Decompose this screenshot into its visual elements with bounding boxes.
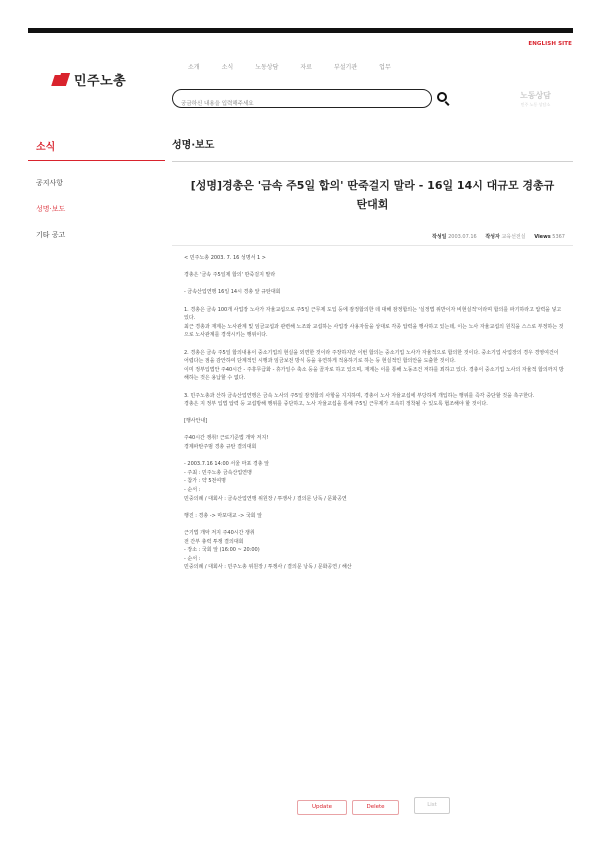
- body-paragraph: 1. 경총은 금속 100개 사업장 노사가 자율교섭으로 주5일 근무제 도입 등에 잠정합의한 데 대해 잠정합의는 '실정법 위반이자 비현실적'이라며 합의를 파기하라고 압력을 넣고 있다.: [184, 306, 562, 322]
- meta-date-label: 작성일: [432, 234, 447, 240]
- update-button[interactable]: Update: [297, 800, 347, 815]
- body-paragraph: 민중의례 / 대회사 : 금속산업연맹 위원장 / 투쟁사 / 결의문 낭독 / 문화공연: [184, 495, 347, 502]
- sidebar-item-statements[interactable]: 성명·보도: [36, 205, 66, 213]
- article-body: [184, 254, 564, 572]
- search-box: [172, 89, 432, 108]
- english-site-link[interactable]: ENGLISH SITE: [528, 41, 572, 47]
- top-bar: [28, 28, 573, 33]
- body-paragraph: - 주최 : 민주노총 금속산업연맹: [184, 469, 252, 476]
- meta-views-label: Views: [534, 234, 551, 240]
- body-paragraph: [행사안내]: [184, 418, 208, 425]
- delete-button[interactable]: Delete: [352, 800, 399, 815]
- body-paragraph: - 순서 :: [184, 487, 201, 494]
- sidebar-title: 소식: [36, 142, 56, 153]
- sidebar-item-other-notices[interactable]: 기타 공고: [36, 231, 66, 239]
- logo-text: 민주노총: [74, 74, 127, 89]
- logo[interactable]: [53, 70, 126, 89]
- nav-item-counsel[interactable]: 노동상담: [255, 64, 279, 71]
- body-paragraph: - 장소 : 국회 앞 (16:00 ~ 20:00): [184, 547, 260, 554]
- body-paragraph: - 금속산업연맹 16일 14시 경총 앞 규탄대회: [184, 289, 281, 296]
- meta-divider: [172, 245, 573, 246]
- body-paragraph: 경총은 '금속 주5일제 합의' 딴죽걸지 말라: [184, 272, 276, 279]
- meta-author-label: 작성자: [485, 234, 500, 240]
- logo-mark-icon: [53, 73, 70, 86]
- body-paragraph: 2. 경총은 금속 주5일 합의내용이 중소기업의 현실을 외면한 것이라 주장하지만 이번 합의는 중소기업 노사가 자율적으로 합의한 것이다. 중소기업 사업장의 경우 경영여건이 어렵다는 점을 감안하여 단계적인 시행과 임금보전 방식 등을 유연하게 적용하기로 하는 등 현실적인 합의안을 도출한 것이다.: [184, 349, 559, 365]
- meta-views-value: 5367: [552, 234, 565, 240]
- body-paragraph: 경제파탄주범 경총 규탄 결의대회: [184, 444, 257, 451]
- article-title: [성명]경총은 '금속 주5일 합의' 딴죽걸지 말라 - 16일 14시 대규모 경총규탄대회: [190, 179, 555, 211]
- nav-item-news[interactable]: 소식: [221, 64, 234, 71]
- nav-item-affiliates[interactable]: 부설기관: [333, 64, 358, 71]
- body-paragraph: 경총은 지 정부 입법 압력 등 교섭방해 행위를 중단하고, 노사 자율교섭을 통해 주5일 근무제가 조속히 정착될 수 있도록 협조해야 할 것이다.: [184, 401, 488, 408]
- article-meta: [432, 233, 572, 240]
- search-input[interactable]: [173, 96, 413, 113]
- meta-author-value: 교육선전실: [501, 234, 526, 240]
- main-nav: [188, 62, 413, 71]
- body-paragraph: < 민주노총 2003. 7. 16 성명서 1 >: [184, 255, 266, 261]
- sidebar-divider: [28, 160, 165, 161]
- nav-item-about[interactable]: 소개: [188, 64, 200, 71]
- body-paragraph: 이미 정부입법안 주40시간 - 주휴무급화 - 휴가일수 축소 등을 골자로 하고 있으며, 재계는 이를 통해 노동조건 저하를 꾀하고 있다. 경총이 중소기업 노사의 자율적 합의까지 방해하는 것은 용납할 수 없다.: [184, 366, 564, 382]
- list-button[interactable]: List: [414, 797, 450, 814]
- body-paragraph: 주40시간 쟁취! 근로기준법 개악 저지!: [184, 435, 269, 442]
- title-divider: [172, 161, 573, 162]
- body-paragraph: 민중의례 / 대회사 : 민주노총 위원장 / 투쟁사 / 결의문 낭독 / 문화공연 / 해산: [184, 564, 352, 571]
- body-paragraph: - 순서 :: [184, 555, 201, 562]
- labor-banner-subtitle: 민주 노동 상담소: [520, 102, 551, 107]
- body-paragraph: 전 간부 총력 투쟁 결의대회: [184, 538, 244, 545]
- sidebar-item-notice[interactable]: 공지사항: [36, 179, 64, 187]
- body-paragraph: 행진 : 경총 -> 마포대교 -> 국회 앞: [184, 512, 262, 519]
- nav-item-materials[interactable]: 자료: [300, 64, 312, 71]
- meta-date-value: 2003.07.16: [448, 234, 477, 240]
- sidebar-menu: [36, 178, 65, 256]
- labor-counsel-banner[interactable]: [520, 90, 551, 108]
- body-paragraph: - 참가 : 약 5천여명: [184, 478, 227, 485]
- body-paragraph: 최근 경총과 재계는 노사관계 및 임금교섭과 관련해 노조와 교섭하는 사업장 사용자들을 상대로 각종 압력을 행사하고 있는데, 이는 노사 자율교섭의 원칙을 스스로 부정하는 것으로 노사관계를 경색시키는 행위이다.: [184, 323, 564, 339]
- body-paragraph: 3. 민주노총과 산하 금속산업연맹은 금속 노사의 주5일 잠정합의 사항을 지지하며, 경총이 노사 자율교섭에 부당하게 개입하는 행위를 즉각 중단할 것을 촉구한다.: [184, 392, 535, 399]
- nav-item-work[interactable]: 업무: [379, 64, 391, 71]
- labor-banner-title: 노동상담: [520, 91, 551, 100]
- page-title: 성명·보도: [172, 140, 215, 151]
- body-paragraph: - 2003.7.16 14:00 서울 마포 경총 앞: [184, 461, 270, 468]
- search-icon[interactable]: [436, 91, 452, 107]
- body-paragraph: 근기법 개악 저지 주40시간 쟁취: [184, 530, 255, 536]
